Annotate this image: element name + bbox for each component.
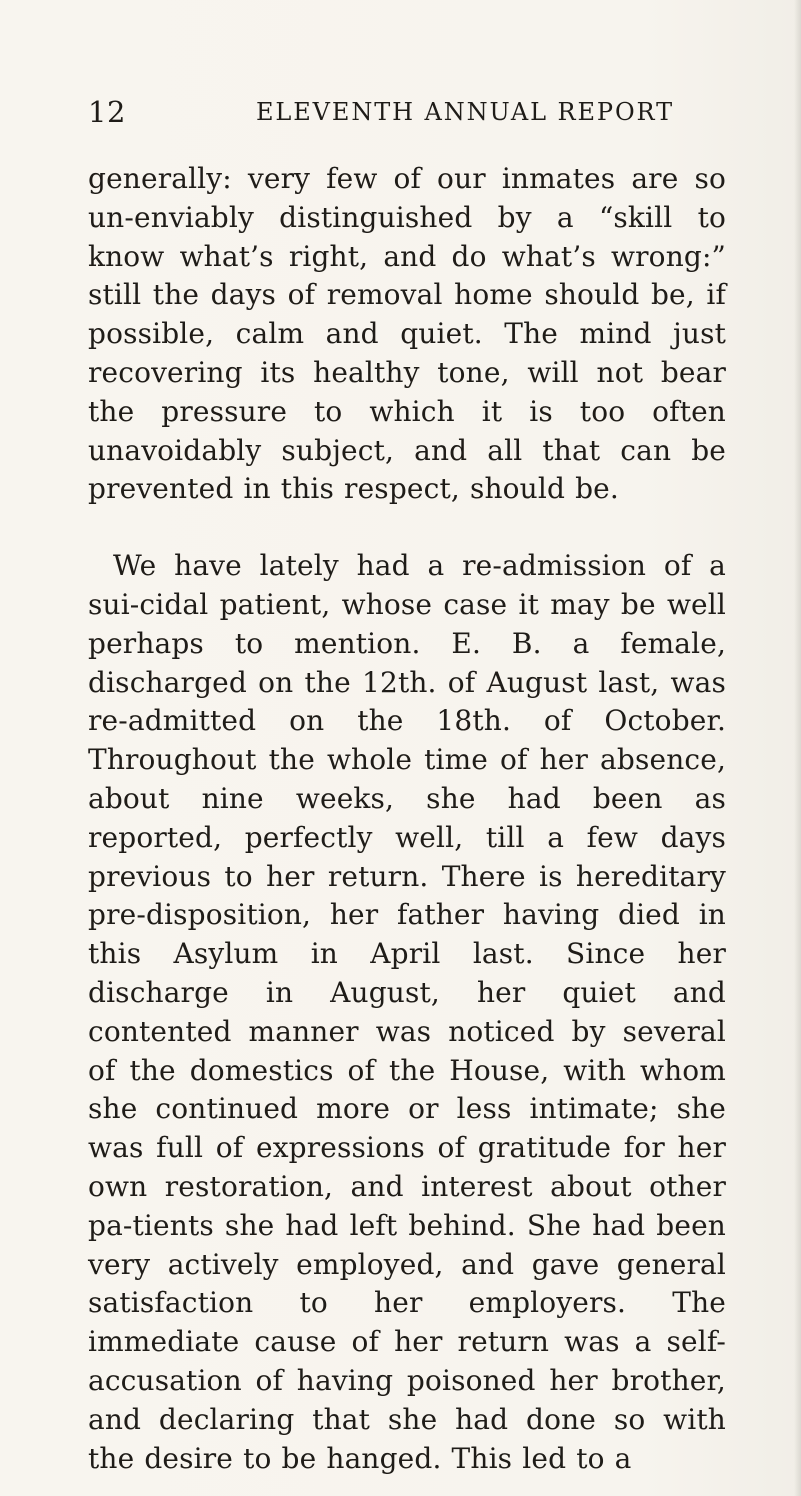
paragraph-1: generally: very few of our inmates are so un-enviably distinguished by a “skill to know what’s right, and do what’s wrong:” still the days of removal home should be, if possible, calm and quiet. The mind just recovering its healthy tone, will not bear the pressure to which it is too often unavoidably subject, and all that can be prevented in this respect, should be. xyxy=(88,162,726,506)
page-number: 12 xyxy=(88,95,126,129)
paragraph-2: We have lately had a re-admission of a sui-cidal patient, whose case it may be well perhaps to mention. E. B. a female, discharged on the 12th. of August last, was re-admitted on the 18th. of October. Throughout the whole time of her absence, about nine weeks, she had been as reported, perfectly well, till a few days previous to her return. There is hereditary pre-disposition, her father having died in this Asylum in April last. Since her discharge in August, her quiet and contented manner was noticed by several of the domestics of the House, with whom she continued more or less intimate; she was full of expressions of gratitude for her own restoration, and interest about other pa-tients she had left behind. She had been very actively employed, and gave general satisfaction to her employers. The immediate cause of her return was a self-accusation of having poisoned her brother, and declaring that she had done so with the desire to be hanged. This led to a xyxy=(88,549,726,1475)
body-text xyxy=(88,160,726,1478)
running-head: ELEVENTH ANNUAL REPORT xyxy=(256,98,674,126)
page-edge-shadow xyxy=(794,0,801,1496)
page-header xyxy=(88,92,738,132)
